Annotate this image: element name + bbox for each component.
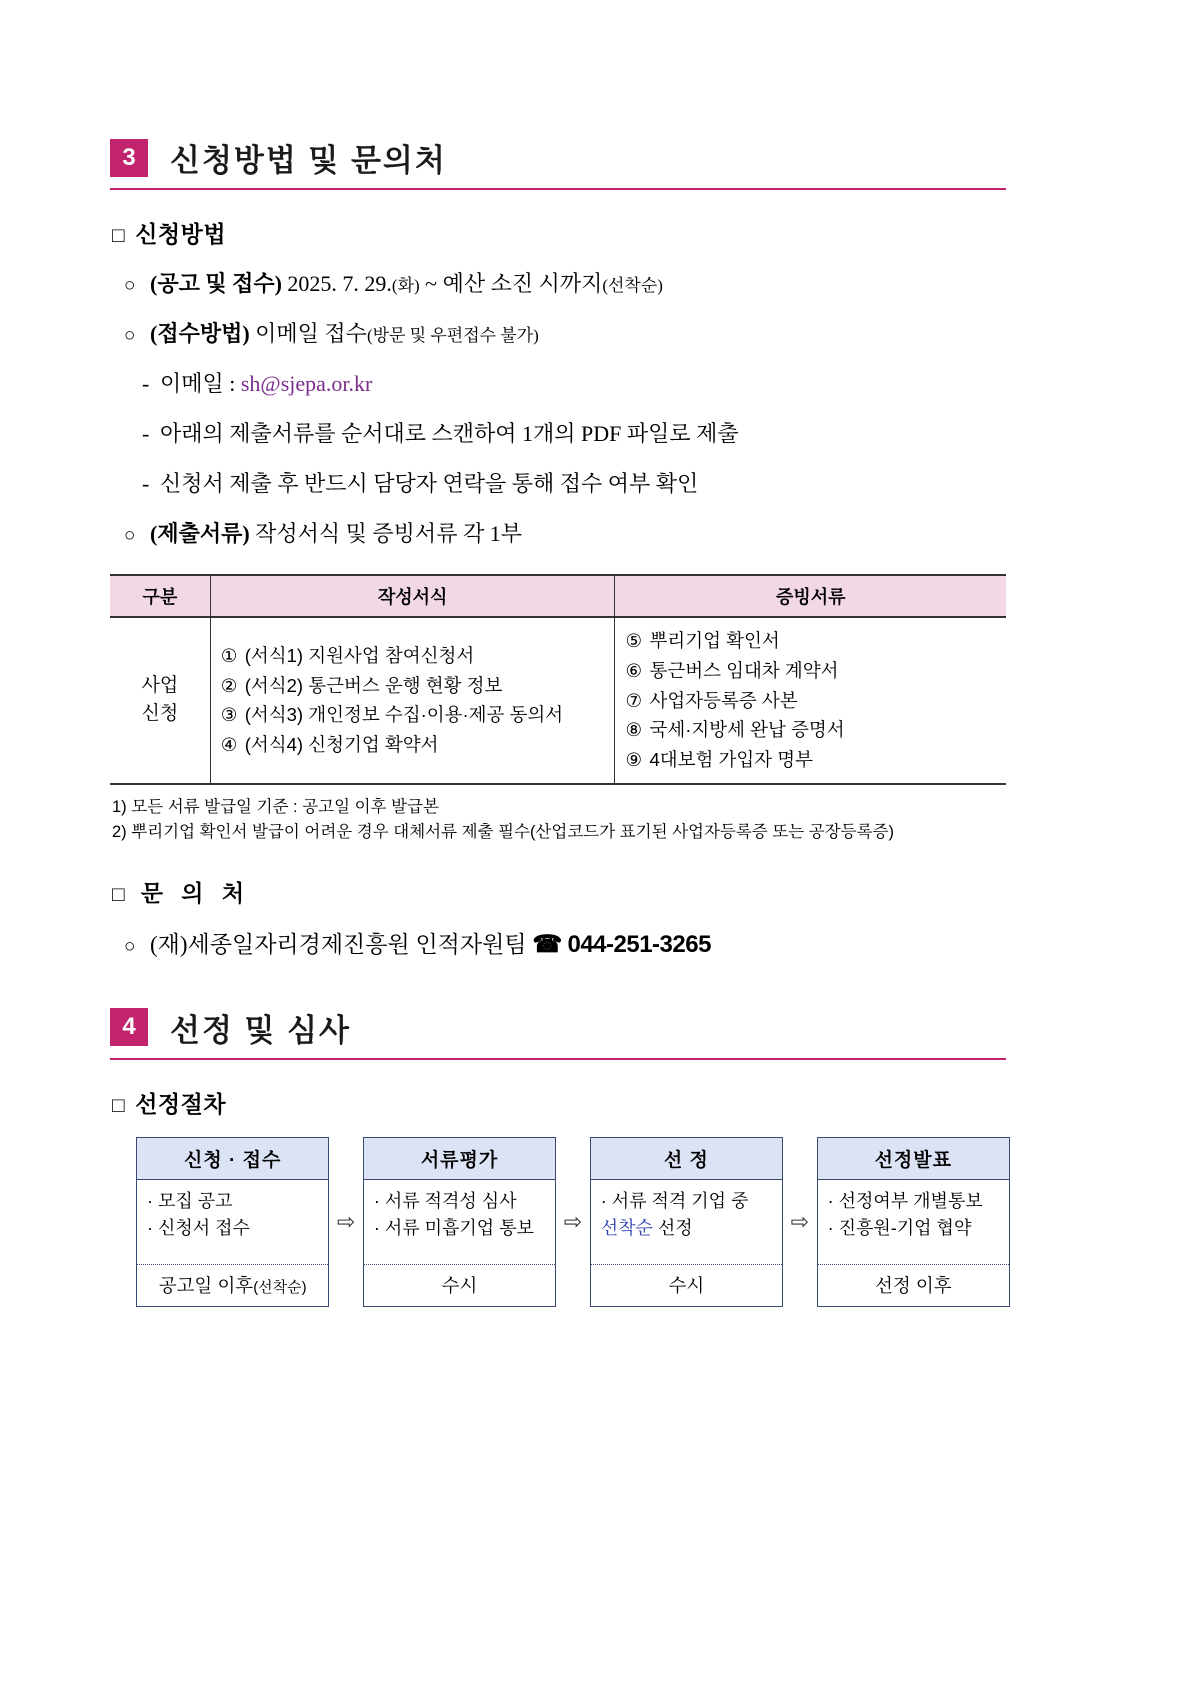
flow-step-selection-body: [591, 1180, 782, 1265]
bullet-announcement-until: ~ 예산 소진 시까지: [419, 271, 603, 296]
proofs-list: [625, 626, 996, 776]
table-header-row: [110, 575, 1006, 617]
bullet-announcement-period: [124, 267, 1010, 301]
table-row: [110, 617, 1006, 785]
circle-bullet-icon: ○: [124, 935, 136, 957]
list-item: [221, 671, 605, 701]
bullet-pdf-instruction: [126, 417, 1010, 451]
list-item-label: 사업자등록증 사본: [649, 689, 798, 711]
bullet-announcement-date: 2025. 7. 29.: [281, 271, 392, 296]
flow-step-announcement-item-1: · 선정여부 개별통보: [827, 1190, 983, 1211]
bullet-required-documents: [124, 517, 1010, 551]
required-documents-label: (제출서류): [150, 521, 250, 547]
table-cell-category-line1: 사업: [141, 674, 179, 696]
selection-flow-chart: [136, 1137, 1010, 1307]
circled-number-icon: ②: [220, 674, 238, 696]
flow-arrow-icon: ⇨: [563, 1208, 583, 1234]
flow-step-announcement-body: [818, 1180, 1009, 1265]
bullet-confirm-instruction: [126, 467, 1010, 501]
bullet-submission-label: (접수방법): [150, 321, 250, 347]
circled-number-icon: ⑨: [625, 749, 643, 771]
box-bullet-icon: □: [112, 882, 131, 906]
circled-number-icon: ⑧: [625, 719, 643, 741]
email-label: 이메일 :: [160, 371, 241, 397]
flow-step-selection-item-1: · 서류 적격 기업 중: [600, 1190, 749, 1211]
subheading-selection-process: [112, 1086, 1010, 1119]
list-item: [221, 641, 605, 671]
list-item: [625, 745, 996, 775]
dash-bullet-icon: -: [142, 471, 150, 497]
confirm-instruction-text: 신청서 제출 후 반드시 담당자 연락을 통해 접수 여부 확인: [160, 471, 699, 497]
section-4-title: 선정 및 심사: [170, 1012, 351, 1048]
subheading-application-method-label: 신청방법: [135, 221, 227, 247]
pdf-instruction-text: 아래의 제출서류를 순서대로 스캔하여 1개의 PDF 파일로 제출: [160, 421, 739, 447]
list-item-label: (서식4) 신청기업 확약서: [244, 734, 439, 756]
bullet-announcement-note: (선착순): [602, 276, 663, 295]
dash-bullet-icon: -: [142, 371, 150, 397]
table-cell-proofs: [615, 617, 1006, 785]
flow-step-announcement-title: 선정발표: [818, 1138, 1009, 1180]
list-item: [625, 715, 996, 745]
table-header-forms: 작성서식: [210, 575, 615, 617]
contact-phone-number: 044-251-3265: [567, 930, 711, 958]
list-item: [625, 626, 996, 656]
flow-step-application: [136, 1137, 329, 1307]
list-item-label: 국세·지방세 완납 증명서: [649, 719, 845, 741]
list-item-label: (서식3) 개인정보 수집·이용·제공 동의서: [244, 704, 564, 726]
table-footnotes: [112, 795, 1010, 845]
flow-step-application-footer-note: (선착순): [253, 1278, 307, 1296]
bullet-submission-method: [124, 317, 1010, 351]
flow-step-application-body: [137, 1180, 328, 1265]
circled-number-icon: ①: [220, 644, 238, 666]
bullet-submission-note: (방문 및 우편접수 불가): [366, 326, 539, 346]
table-cell-category-line2: 신청: [141, 703, 179, 725]
circle-bullet-icon: ○: [124, 525, 136, 547]
list-item: [625, 686, 996, 716]
flow-step-selection-item-2: 선착순 선정: [600, 1217, 693, 1238]
circle-bullet-icon: ○: [124, 275, 136, 296]
forms-list: [221, 641, 605, 761]
section-3-number: 3: [110, 139, 148, 177]
box-bullet-icon: □: [112, 1093, 126, 1117]
list-item-label: 통근버스 임대차 계약서: [649, 659, 839, 681]
subheading-contact: [112, 875, 1010, 908]
list-item-label: 뿌리기업 확인서: [649, 629, 780, 651]
flow-step-application-item-2: · 신청서 접수: [147, 1217, 250, 1238]
table-cell-category: [110, 617, 210, 785]
flow-step-document-review-title: 서류평가: [364, 1138, 555, 1180]
circled-number-icon: ⑦: [625, 689, 643, 711]
flow-step-application-title: 신청 · 접수: [137, 1138, 328, 1180]
flow-step-application-footer-text: 공고일 이후: [158, 1274, 254, 1296]
dash-bullet-icon: -: [142, 421, 150, 447]
contact-organization: (재)세종일자리경제진흥원 인적자원팀: [150, 931, 527, 957]
flow-step-application-item-1: · 모집 공고: [147, 1190, 233, 1211]
flow-step-document-review-footer: 수시: [441, 1274, 478, 1296]
table-header-proofs: 증빙서류: [615, 575, 1006, 617]
email-address[interactable]: sh@sjepa.or.kr: [240, 371, 373, 397]
subheading-selection-process-label: 선정절차: [135, 1090, 227, 1117]
flow-step-selection: [590, 1137, 783, 1307]
circled-number-icon: ⑤: [625, 629, 643, 651]
circle-bullet-icon: ○: [124, 325, 136, 347]
box-bullet-icon: □: [112, 224, 126, 247]
flow-step-document-review-body: [364, 1180, 555, 1265]
list-item-label: (서식2) 통근버스 운행 현황 정보: [244, 674, 503, 696]
flow-step-announcement-footer: 선정 이후: [874, 1274, 952, 1296]
bullet-email: [126, 367, 1010, 401]
list-item-label: 4대보험 가입자 명부: [649, 749, 814, 771]
table-cell-forms: [210, 617, 615, 785]
list-item-label: (서식1) 지원사업 참여신청서: [244, 644, 475, 666]
flow-step-selection-footer: 수시: [668, 1274, 705, 1296]
contact-info: [124, 926, 1010, 959]
documents-table: [110, 574, 1006, 786]
section-4-heading: [110, 1005, 1010, 1050]
section-3-heading: [110, 135, 1010, 180]
bullet-announcement-label: (공고 및 접수): [150, 271, 282, 296]
table-header-category: 구분: [110, 575, 210, 617]
flow-step-document-review-item-1: · 서류 적격성 심사: [373, 1190, 517, 1211]
section-4-divider: [110, 1058, 1006, 1060]
subheading-contact-label: 문 의 처: [140, 879, 251, 906]
flow-step-announcement-item-2: · 진흥원-기업 협약: [827, 1217, 972, 1238]
bullet-announcement-day: (화): [391, 276, 420, 295]
required-documents-text: 작성서식 및 증빙서류 각 1부: [249, 521, 522, 547]
flow-step-application-footer: [137, 1265, 328, 1306]
footnote-2: 2) 뿌리기업 확인서 발급이 어려운 경우 대체서류 제출 필수(산업코드가 표기된 사업자등록증 또는 공장등록증): [112, 823, 894, 842]
list-item: [625, 656, 996, 686]
flow-arrow-icon: ⇨: [790, 1208, 810, 1234]
circled-number-icon: ⑥: [625, 659, 643, 681]
section-3-divider: [110, 188, 1006, 190]
flow-step-selection-title: 선 정: [591, 1138, 782, 1180]
flow-step-document-review-item-2: · 서류 미흡기업 통보: [373, 1217, 534, 1238]
flow-step-document-review: [363, 1137, 556, 1307]
telephone-icon: ☎: [532, 930, 562, 958]
bullet-submission-text: 이메일 접수: [249, 321, 367, 347]
section-3-title: 신청방법 및 문의처: [170, 143, 447, 178]
subheading-application-method: [112, 216, 1010, 249]
flow-step-selection-highlight: 선착순: [600, 1217, 653, 1238]
flow-arrow-icon: ⇨: [336, 1208, 356, 1234]
circled-number-icon: ④: [220, 734, 238, 756]
footnote-1: 1) 모든 서류 발급일 기준 : 공고일 이후 발급본: [112, 798, 439, 817]
circled-number-icon: ③: [220, 704, 238, 726]
document-content: [110, 135, 1010, 1307]
flow-step-announcement: [817, 1137, 1010, 1307]
list-item: [221, 700, 605, 730]
list-item: [221, 730, 605, 760]
section-4-number: 4: [110, 1008, 148, 1046]
